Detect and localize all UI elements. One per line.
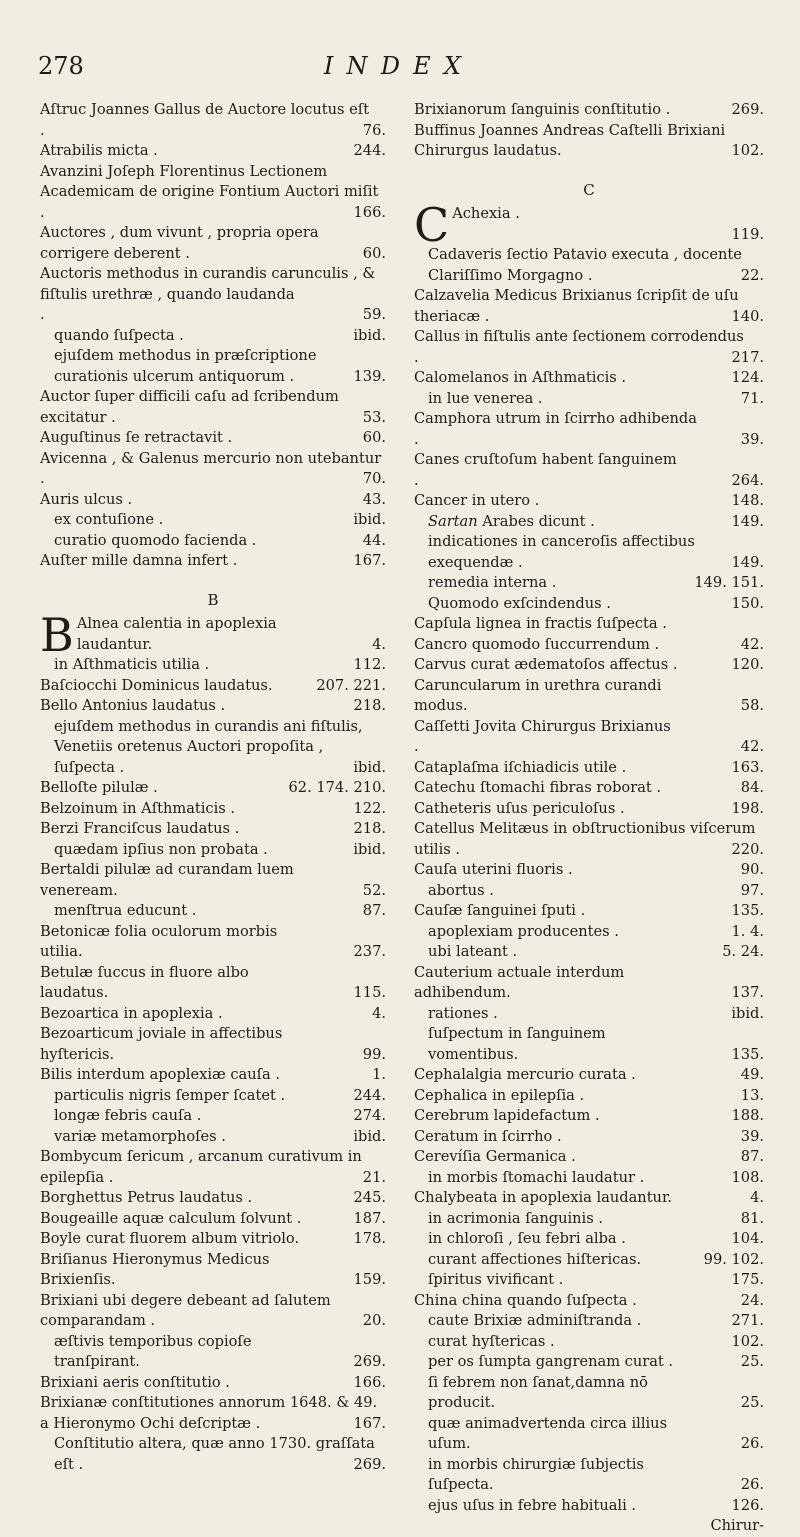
- entry-text: Sartan Arabes dicunt .: [428, 512, 595, 530]
- entry-text: ubi lateant .: [428, 943, 518, 960]
- entry-text: Betulæ ſuccus in fluore albo laudatus.: [40, 963, 249, 1001]
- index-entry: [414, 198, 764, 252]
- page-reference: 53.: [362, 408, 386, 426]
- entry-text: quando ſuſpecta .: [54, 326, 184, 344]
- index-entry: [414, 1250, 764, 1271]
- page-reference: 149. 151.: [694, 574, 764, 591]
- page-reference: 271.: [731, 1312, 764, 1329]
- entry-text: ſuſpectum in ſanguinem vomentibus.: [428, 1025, 606, 1063]
- index-entry: [414, 1168, 764, 1189]
- index-entry: [40, 860, 386, 901]
- page-reference: 25.: [740, 1353, 764, 1370]
- entry-text: rationes .: [428, 1004, 498, 1022]
- page-reference: 149.: [731, 553, 764, 571]
- index-entry: [414, 121, 764, 162]
- page-reference: 149.: [731, 512, 764, 530]
- index-entry: [40, 1291, 386, 1332]
- page-reference: 108.: [731, 1168, 764, 1186]
- index-entry: [414, 512, 764, 533]
- page-reference: 84.: [740, 779, 764, 796]
- entry-text: Calzavelia Medicus Brixianus ſcripſit de uſu theriacæ .: [414, 287, 739, 325]
- index-entry: [40, 1004, 386, 1025]
- index-entry: [40, 963, 386, 1004]
- entry-text: Calomelanos in Aſthmaticis .: [414, 369, 627, 386]
- entry-text: ſpiritus vivificant .: [428, 1271, 564, 1288]
- entry-text: apoplexiam producentes .: [428, 922, 619, 940]
- entry-text: variæ metamorphoſes .: [54, 1127, 226, 1145]
- entry-text: Carvus curat ædematoſos affectus .: [414, 656, 678, 673]
- page-reference: 126.: [731, 1496, 764, 1514]
- page-reference: 87.: [362, 902, 386, 919]
- index-entry: [40, 840, 386, 861]
- index-entry: [40, 223, 386, 264]
- page-reference: 188.: [731, 1107, 764, 1124]
- entry-text: Auctores , dum vivunt , propria opera corrigere deberent .: [40, 224, 319, 262]
- entry-text: Camphora utrum in ſcirrho adhibenda .: [414, 410, 697, 448]
- index-entry: [414, 758, 764, 779]
- index-entry: [40, 1393, 386, 1434]
- page-reference: 90.: [740, 861, 764, 878]
- entry-text: Cauſæ ſanguinei ſputi .: [414, 902, 586, 919]
- index-entry: [414, 1496, 764, 1517]
- index-entry: [414, 245, 764, 286]
- page-reference: 264.: [731, 471, 764, 489]
- entry-text: Avicenna , & Galenus mercurio non utebantur .: [40, 449, 382, 487]
- page-reference: 97.: [740, 881, 764, 899]
- page-reference: 150.: [731, 594, 764, 612]
- entry-text: indicationes in canceroſis affectibus exequendæ .: [428, 533, 695, 571]
- section-letter: B: [207, 590, 219, 609]
- index-entry: [414, 819, 764, 860]
- entry-text: Buffinus Joannes Andreas Caſtelli Brixiani Chirurgus laudatus.: [414, 121, 726, 159]
- index-entry: [414, 1209, 764, 1230]
- index-entry: [40, 490, 386, 511]
- entry-text: Cephalica in epilepſia .: [414, 1086, 585, 1104]
- index-entry: [414, 614, 764, 635]
- left-column: [40, 100, 386, 1475]
- entry-text: Cauſa uterini fluoris .: [414, 861, 573, 878]
- index-entry: [40, 1065, 386, 1086]
- catchword: Chirur-: [710, 1517, 764, 1534]
- page-header: [38, 52, 760, 92]
- index-entry: [414, 942, 764, 963]
- page-reference: 135.: [731, 902, 764, 919]
- index-entry: [40, 428, 386, 449]
- entry-text: ejuſdem methodus in curandis ani fiſtulis, Venetiis oretenus Auctori propoſita , ſuſpecta .: [54, 717, 363, 776]
- entry-text: quæ animadvertenda circa illius uſum.: [428, 1414, 668, 1452]
- page-reference: 207. 221.: [316, 676, 386, 694]
- index-entry: [414, 327, 764, 368]
- entry-text: Auris ulcus .: [40, 490, 133, 508]
- page-reference: ibid.: [353, 1127, 386, 1145]
- page-reference: 244.: [353, 1086, 386, 1104]
- entry-text: Bezoartica in apoplexia .: [40, 1004, 223, 1022]
- page-reference: 81.: [740, 1209, 764, 1227]
- index-entry: [414, 1270, 764, 1291]
- page-reference: 112.: [353, 656, 386, 673]
- index-entry: [414, 922, 764, 943]
- page-reference: 62. 174. 210.: [288, 779, 386, 796]
- page-reference: 269.: [353, 1353, 386, 1370]
- entry-text: Capſula lignea in fractis ſuſpecta .: [414, 615, 667, 632]
- drop-cap: B: [40, 608, 74, 662]
- entry-text: Auguſtinus ſe retractavit .: [40, 429, 233, 446]
- index-entry: [40, 1229, 386, 1250]
- index-entry: [40, 346, 386, 387]
- index-entry: [414, 1352, 764, 1373]
- index-entry: [40, 1106, 386, 1127]
- entry-text: in morbis chirurgiæ ſubjectis ſuſpecta.: [428, 1455, 644, 1493]
- index-entry: [414, 409, 764, 450]
- index-entry: [414, 450, 764, 491]
- entry-text: Berzi Franciſcus laudatus .: [40, 820, 240, 837]
- entry-text: ſi febrem non ſanat,damna nō producit.: [428, 1373, 648, 1411]
- page-reference: 274.: [353, 1107, 386, 1124]
- entry-text: Callus in fiſtulis ante ſectionem corrodendus .: [414, 328, 744, 366]
- page-reference: 24.: [740, 1291, 764, 1309]
- index-entry: [40, 901, 386, 922]
- entry-text: Auctor ſuper difficili caſu ad ſcribendum excitatur .: [40, 388, 339, 426]
- index-entry: [414, 655, 764, 676]
- page-reference: 25.: [740, 1394, 764, 1411]
- entry-text: caute Brixiæ adminiſtranda .: [428, 1312, 642, 1329]
- index-entry: [40, 264, 386, 326]
- index-entry: [40, 531, 386, 552]
- index-entry: [414, 1414, 764, 1455]
- entry-text: Avanzini Joſeph Florentinus Lectionem Academicam de origine Fontium Auctori miſit .: [40, 162, 379, 221]
- index-entry: [414, 1188, 764, 1209]
- index-entry: [414, 860, 764, 881]
- entry-text: Auſter mille damna infert .: [40, 552, 238, 569]
- entry-text: remedia interna .: [428, 574, 557, 591]
- entry-text: Catheteris uſus periculoſus .: [414, 799, 625, 817]
- entry-text: Brixianorum ſanguinis conſtitutio .: [414, 101, 671, 118]
- page-reference: 43.: [362, 490, 386, 508]
- entry-text: Cadaveris ſectio Patavio executa , docente Clariſſimo Morgagno .: [428, 246, 742, 284]
- entry-text: Bertaldi pilulæ ad curandam luem veneream.: [40, 861, 294, 899]
- index-entry: [40, 326, 386, 347]
- index-entry: [40, 387, 386, 428]
- page-reference: 70.: [362, 470, 386, 487]
- index-entry: [414, 1229, 764, 1250]
- index-entry: [40, 1209, 386, 1230]
- index-entry: [40, 1147, 386, 1188]
- index-entry: [40, 1024, 386, 1065]
- page-reference: ibid.: [353, 326, 386, 344]
- page-reference: 76.: [362, 121, 386, 139]
- entry-text: ejus uſus in febre habituali .: [428, 1496, 637, 1514]
- index-entry: [414, 100, 764, 121]
- page-reference: 124.: [731, 369, 764, 386]
- page-reference: 102.: [731, 142, 764, 159]
- index-entry: [414, 963, 764, 1004]
- page-reference: 21.: [362, 1168, 386, 1186]
- page-title: INDEX: [323, 52, 475, 80]
- index-entry: [414, 368, 764, 389]
- index-entry: [40, 655, 386, 676]
- index-entry: [40, 510, 386, 531]
- index-entry: [40, 1188, 386, 1209]
- page-reference: 167.: [353, 1414, 386, 1432]
- section-letter: C: [583, 180, 595, 199]
- index-entry: [414, 1147, 764, 1168]
- entry-text: Cancro quomodo ſuccurrendum .: [414, 635, 660, 653]
- entry-text: Atrabilis micta .: [40, 142, 158, 159]
- entry-text: Brixiani ubi degere debeant ad ſalutem comparandam .: [40, 1291, 331, 1329]
- page-reference: 71.: [740, 389, 764, 407]
- entry-text: Bello Antonius laudatus .: [40, 697, 226, 714]
- right-column: [414, 100, 764, 1537]
- index-entry: [40, 1086, 386, 1107]
- index-entry: [414, 286, 764, 327]
- entry-text: Caruncularum in urethra curandi modus.: [414, 676, 662, 714]
- entry-text: Ceratum in ſcirrho .: [414, 1127, 562, 1145]
- entry-text: longæ febris cauſa .: [54, 1107, 202, 1124]
- entry-text: Cephalalgia mercurio curata .: [414, 1066, 636, 1083]
- page-reference: 237.: [353, 943, 386, 960]
- page-reference: 166.: [353, 1373, 386, 1391]
- page-reference: 49.: [740, 1066, 764, 1083]
- entry-text: Catechu ſtomachi fibras roborat .: [414, 779, 662, 796]
- index-entry: [414, 676, 764, 717]
- page-reference: 4.: [372, 635, 386, 653]
- entry-text: particulis nigris ſemper ſcatet .: [54, 1086, 286, 1104]
- entry-text: quædam ipſius non probata .: [54, 840, 268, 858]
- entry-text: in lue venerea .: [428, 389, 543, 407]
- index-entry: [40, 449, 386, 490]
- page-reference: 137.: [731, 984, 764, 1001]
- page-reference: 120.: [731, 656, 764, 673]
- index-entry: [40, 1373, 386, 1394]
- page-reference: 39.: [740, 430, 764, 448]
- page-reference: 198.: [731, 799, 764, 817]
- page-reference: 1.: [372, 1066, 386, 1083]
- entry-text: Cauterium actuale interdum adhibendum.: [414, 963, 625, 1001]
- entry-text: Belzoinum in Aſthmaticis .: [40, 799, 236, 817]
- entry-text: Bougeaille aquæ calculum ſolvunt .: [40, 1209, 302, 1227]
- entry-text: Caſſetti Jovita Chirurgus Brixianus .: [414, 717, 671, 755]
- entry-text: ejuſdem methodus in præſcriptione curationis ulcerum antiquorum .: [54, 347, 317, 385]
- page-reference: 5. 24.: [722, 943, 764, 960]
- page-reference: 4.: [372, 1004, 386, 1022]
- page-reference: 20.: [362, 1312, 386, 1329]
- page-reference: 42.: [740, 738, 764, 755]
- page-reference: 26.: [740, 1435, 764, 1452]
- index-entry: [40, 1434, 386, 1475]
- page-reference: 122.: [353, 799, 386, 817]
- entry-text: Canes cruſtoſum habent ſanguinem .: [414, 451, 677, 489]
- index-entry: [414, 594, 764, 615]
- page-reference: 60.: [362, 244, 386, 262]
- page-reference: 52.: [362, 881, 386, 899]
- index-entry: [414, 1024, 764, 1065]
- entry-text: Cancer in utero .: [414, 492, 540, 509]
- page-reference: 58.: [740, 697, 764, 714]
- entry-text: Baſciocchi Dominicus laudatus.: [40, 676, 273, 694]
- page-reference: 1. 4.: [731, 922, 764, 940]
- entry-text: in acrimonia ſanguinis .: [428, 1209, 603, 1227]
- index-entry: [414, 635, 764, 656]
- index-entry: [40, 922, 386, 963]
- entry-text: Belloſte pilulæ .: [40, 779, 158, 796]
- entry-text: Cataplaſma iſchiadicis utile .: [414, 758, 627, 776]
- page-reference: 269.: [731, 101, 764, 118]
- entry-text: curant affectiones hiſtericas.: [428, 1250, 642, 1268]
- index-entry: [40, 100, 386, 141]
- page-reference: 139.: [353, 367, 386, 385]
- page-reference: 159.: [353, 1271, 386, 1288]
- page-reference: 269.: [353, 1455, 386, 1473]
- entry-text: Brixianæ conſtitutiones annorum 1648. & 49. a Hieronymo Ochi deſcriptæ .: [40, 1394, 378, 1432]
- index-entry: [414, 1291, 764, 1312]
- entry-text: Cerebrum lapidefactum .: [414, 1107, 600, 1124]
- entry-text: curatio quomodo facienda .: [54, 531, 257, 549]
- index-entry: [40, 608, 386, 662]
- entry-text: Brixiani aeris conſtitutio .: [40, 1373, 230, 1391]
- page-reference: 13.: [740, 1086, 764, 1104]
- entry-text: Bezoarticum joviale in affectibus hyſtericis.: [40, 1025, 283, 1063]
- index-entry: [414, 1065, 764, 1086]
- index-entry: [414, 881, 764, 902]
- index-entry: [414, 901, 764, 922]
- page-reference: 42.: [740, 635, 764, 653]
- page-reference: 104.: [731, 1230, 764, 1247]
- entry-text: Borghettus Petrus laudatus .: [40, 1189, 253, 1206]
- entry-text: Catellus Melitæus in obſtructionibus viſcerum utilis .: [414, 820, 756, 858]
- page-reference: 178.: [353, 1230, 386, 1247]
- page-reference: 26.: [740, 1476, 764, 1493]
- page-reference: 135.: [731, 1045, 764, 1063]
- page-reference: ibid.: [353, 840, 386, 858]
- page-reference: 220.: [731, 840, 764, 858]
- entry-text: Conſtitutio altera, quæ anno 1730. graſſata eſt .: [54, 1435, 375, 1473]
- index-entry: [40, 1250, 386, 1291]
- entry-text: in morbis ſtomachi laudatur .: [428, 1168, 645, 1186]
- index-entry: [40, 1127, 386, 1148]
- entry-text: abortus .: [428, 881, 494, 899]
- page-reference: 218.: [353, 697, 386, 714]
- entry-text: Chalybeata in apoplexia laudantur.: [414, 1189, 672, 1206]
- index-entry: [414, 1373, 764, 1414]
- page-reference: 167.: [353, 552, 386, 569]
- page-reference: 163.: [731, 758, 764, 776]
- entry-text: China china quando ſuſpecta .: [414, 1291, 637, 1309]
- page-reference: ibid.: [731, 1004, 764, 1022]
- page-number: 278: [38, 52, 84, 80]
- page-reference: 59.: [362, 306, 386, 323]
- index-entry: [40, 1332, 386, 1373]
- entry-text: in chloroſi , ſeu febri alba .: [428, 1230, 626, 1247]
- page-reference: 245.: [353, 1189, 386, 1206]
- page-reference: 175.: [731, 1271, 764, 1288]
- entry-text: ex contuſione .: [54, 511, 164, 528]
- page-reference: 102.: [731, 1332, 764, 1350]
- entry-text: Briſianus Hieronymus Medicus Brixienſis.: [40, 1250, 270, 1288]
- index-entry: [414, 778, 764, 799]
- index-entry: [414, 389, 764, 410]
- entry-text: Betonicæ folia oculorum morbis utilia.: [40, 922, 278, 960]
- entry-text: per os ſumpta gangrenam curat .: [428, 1353, 674, 1370]
- page-reference: 87.: [740, 1148, 764, 1165]
- page-reference: 22.: [740, 266, 764, 284]
- entry-text: curat hyſtericas .: [428, 1332, 555, 1350]
- entry-text: menſtrua educunt .: [54, 902, 197, 919]
- entry-text: Alnea calentia in apoplexia laudantur.: [76, 615, 277, 653]
- entry-text: in Aſthmaticis utilia .: [54, 656, 210, 673]
- index-entry: [414, 491, 764, 512]
- entry-text: Aſtruc Joannes Gallus de Auctore locutus eſt .: [40, 101, 370, 139]
- entry-text: æſtivis temporibus copioſe tranſpirant.: [54, 1332, 252, 1370]
- index-entry: [414, 1127, 764, 1148]
- index-entry: [40, 778, 386, 799]
- page-reference: 217.: [731, 348, 764, 366]
- entry-text: Bombycum ſericum , arcanum curativum in epilepſia .: [40, 1148, 362, 1186]
- entry-text: Achexia .: [452, 205, 520, 222]
- page-reference: 218.: [353, 820, 386, 837]
- index-entry: [40, 551, 386, 572]
- index-entry: [414, 1106, 764, 1127]
- page-reference: ibid.: [353, 758, 386, 776]
- index-entry: [40, 819, 386, 840]
- index-entry: [40, 676, 386, 697]
- page-reference: 244.: [353, 142, 386, 159]
- page-reference: 115.: [353, 984, 386, 1001]
- page-reference: 119.: [731, 225, 764, 243]
- index-entry: [40, 799, 386, 820]
- index-entry: [414, 1332, 764, 1353]
- page-reference: 44.: [362, 531, 386, 549]
- index-entry: [414, 1311, 764, 1332]
- drop-cap: C: [414, 198, 450, 252]
- entry-text: Quomodo exſcindendus .: [428, 594, 611, 612]
- index-entry: [40, 162, 386, 224]
- index-entry: [414, 1086, 764, 1107]
- page-reference: ibid.: [353, 511, 386, 528]
- index-entry: [40, 696, 386, 717]
- page-reference: 140.: [731, 307, 764, 325]
- index-entry: [414, 717, 764, 758]
- page-reference: 99. 102.: [703, 1250, 764, 1268]
- entry-text: Boyle curat fluorem album vitriolo.: [40, 1230, 300, 1247]
- page-reference: 39.: [740, 1127, 764, 1145]
- index-entry: [414, 532, 764, 573]
- index-entry: [40, 717, 386, 779]
- index-entry: [414, 573, 764, 594]
- page-reference: 187.: [353, 1209, 386, 1227]
- page-reference: 148.: [731, 492, 764, 509]
- page-reference: 99.: [362, 1045, 386, 1063]
- page-reference: 60.: [362, 429, 386, 446]
- page-reference: 4.: [750, 1189, 764, 1206]
- index-entry: [414, 1004, 764, 1025]
- index-entry: [40, 141, 386, 162]
- index-entry: [414, 799, 764, 820]
- entry-text: Auctoris methodus in curandis carunculis , & fiſtulis urethræ , quando laudanda .: [40, 265, 376, 323]
- index-entry: [414, 1455, 764, 1496]
- entry-text: Cerevíſia Germanica .: [414, 1148, 576, 1165]
- entry-text: Bilis interdum apoplexiæ cauſa .: [40, 1066, 280, 1083]
- page-reference: 166.: [353, 203, 386, 221]
